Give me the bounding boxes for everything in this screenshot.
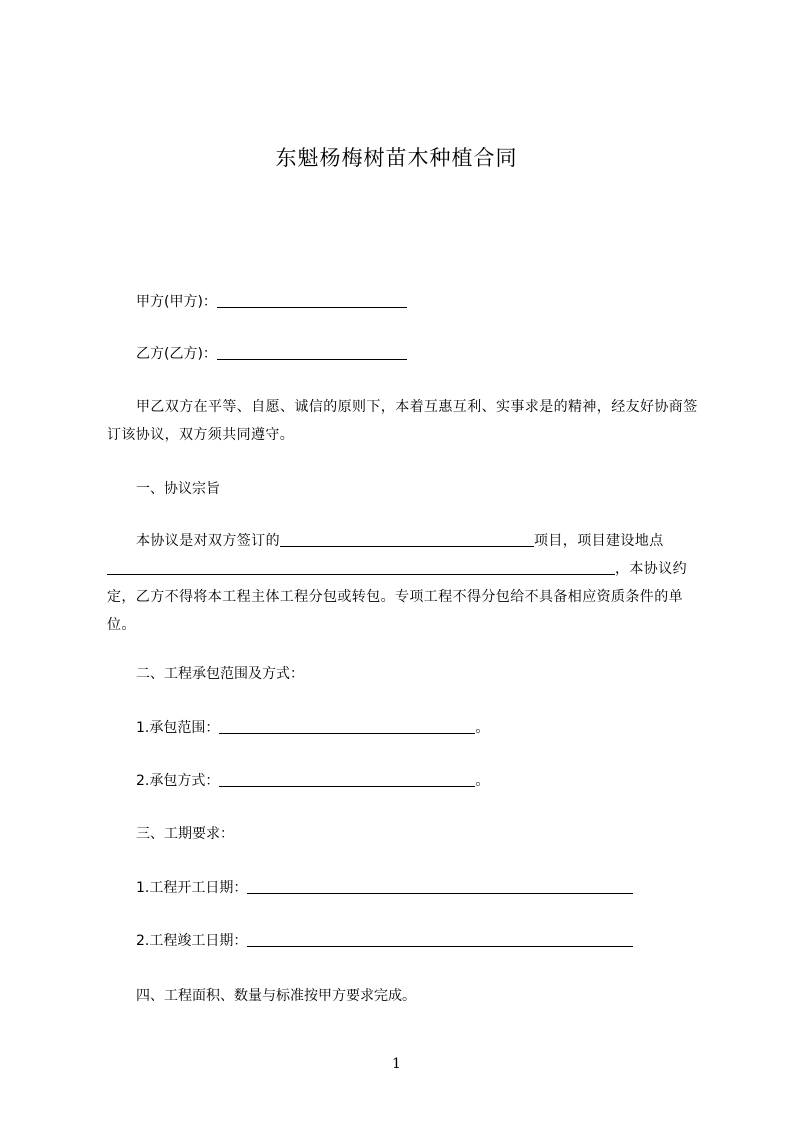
method-blank (219, 772, 475, 787)
finish-date-blank (247, 932, 633, 947)
page-number: 1 (392, 1056, 401, 1072)
scope-label: 1.承包范围： (136, 720, 220, 736)
section1-paragraph (107, 527, 699, 639)
method-label: 2.承包方式： (136, 773, 220, 789)
section1-text-c: ，本协议约定，乙方不得将本工程主体工程分包或转包。专项工程不得分包给不具备相应资质条件的单位。 (107, 561, 687, 633)
party-b-blank (217, 345, 407, 360)
party-b-line (136, 344, 407, 364)
project-name-blank (280, 532, 534, 547)
start-date-blank (247, 879, 633, 894)
party-a-line (136, 292, 407, 312)
party-a-label: 甲方(甲方)： (136, 294, 217, 310)
project-location-blank (107, 560, 615, 575)
method-end: 。 (475, 773, 490, 789)
finish-date-label: 2.工程竣工日期： (136, 933, 248, 949)
document-title: 东魁杨梅树苗木种植合同 (275, 146, 518, 170)
scope-end: 。 (475, 720, 490, 736)
start-date-label: 1.工程开工日期： (136, 880, 248, 896)
party-a-blank (217, 293, 407, 308)
finish-date-line (136, 931, 633, 951)
section3-heading: 三、工期要求： (136, 826, 234, 842)
section1-heading: 一、协议宗旨 (136, 481, 220, 497)
party-b-label: 乙方(乙方)： (136, 346, 217, 362)
section2-heading: 二、工程承包范围及方式： (136, 666, 304, 682)
method-line (136, 771, 489, 791)
preamble-paragraph: 甲乙双方在平等、自愿、诚信的原则下，本着互惠互利、实事求是的精神，经友好协商签订该协议，双方须共同遵守。 (107, 399, 698, 443)
scope-line (136, 718, 489, 738)
section1-text-b: 项目，项目建设地点 (534, 533, 664, 549)
start-date-line (136, 878, 633, 898)
scope-blank (219, 719, 475, 734)
section4-heading: 四、工程面积、数量与标准按甲方要求完成。 (136, 988, 416, 1004)
section1-text-a: 本协议是对双方签订的 (136, 533, 280, 549)
